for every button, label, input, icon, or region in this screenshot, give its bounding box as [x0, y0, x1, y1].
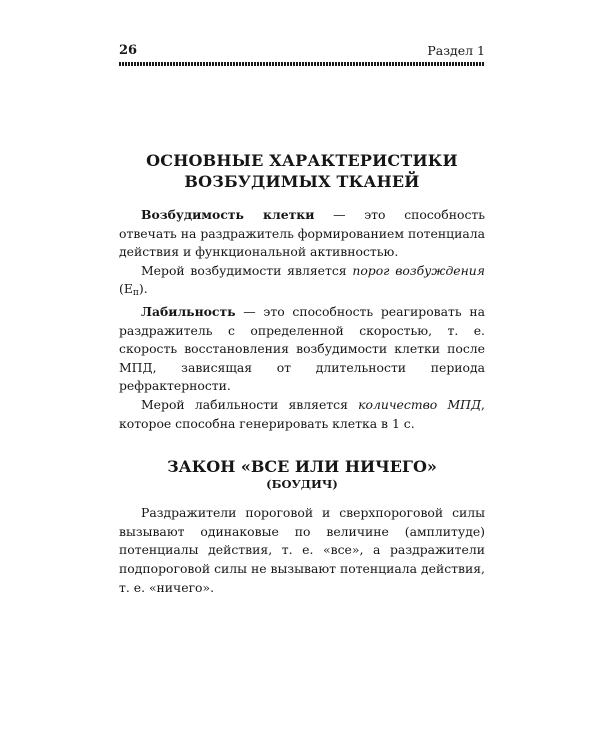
page-content	[119, 150, 485, 597]
excitability-measure-text: Мерой возбудимости является	[141, 262, 353, 278]
section-title-line-2: ВОЗБУДИМЫХ ТКАНЕЙ	[184, 172, 420, 191]
section-title-all-or-nothing-law: ЗАКОН «ВСЕ ИЛИ НИЧЕГО»	[167, 457, 437, 477]
page-number: 26	[119, 43, 138, 58]
term-excitability: Возбудимость клетки	[141, 207, 315, 222]
threshold-symbol-subscript: п	[132, 288, 139, 299]
excitability-text-block	[119, 206, 485, 433]
term-excitation-threshold: порог возбуждения	[352, 262, 485, 278]
running-header	[119, 43, 485, 61]
lability-definition-text: — это способность реагировать на раздражитель с определенной скоростью, т. е. скорость восстановления возбудимости клетки после МПД, зависящая от длительности периода рефрактерности.	[119, 303, 485, 394]
excitability-definition-text: — это способность отвечать на раздражитель формированием потенциала действия и функциональной активностью.	[119, 207, 485, 260]
section-title-excitable-tissues	[119, 150, 485, 192]
threshold-symbol-close: ).	[138, 281, 148, 297]
threshold-symbol-open: (Е	[119, 281, 133, 297]
paragraph-lability-definition	[119, 303, 485, 396]
paragraph-all-or-nothing: Раздражители пороговой и сверхпороговой силы вызывают одинаковые по величине (амплитуде) потенциалы действия, т. е. «все», а раздражители подпороговой силы не вызывают потенциала действия, т. е. «ничего».	[119, 505, 485, 595]
header-rule	[119, 62, 485, 66]
paragraph-excitability-definition	[119, 206, 485, 262]
section-label: Раздел 1	[427, 43, 485, 58]
paragraph-lability-measure	[119, 396, 485, 433]
lability-measure-text: Мерой лабильности является	[141, 396, 359, 412]
section-title-line-1: ОСНОВНЫЕ ХАРАКТЕРИСТИКИ	[146, 151, 458, 170]
lability-measure-tail: , которое способна генерировать клетка в 1 с.	[119, 396, 485, 431]
term-mpd-count: количество МПД	[358, 396, 482, 412]
paragraph-excitability-measure	[119, 262, 485, 303]
term-lability: Лабильность	[141, 303, 236, 319]
section-subtitle-bowditch: (БОУДИЧ)	[266, 477, 338, 492]
all-or-nothing-text-block	[119, 504, 485, 597]
